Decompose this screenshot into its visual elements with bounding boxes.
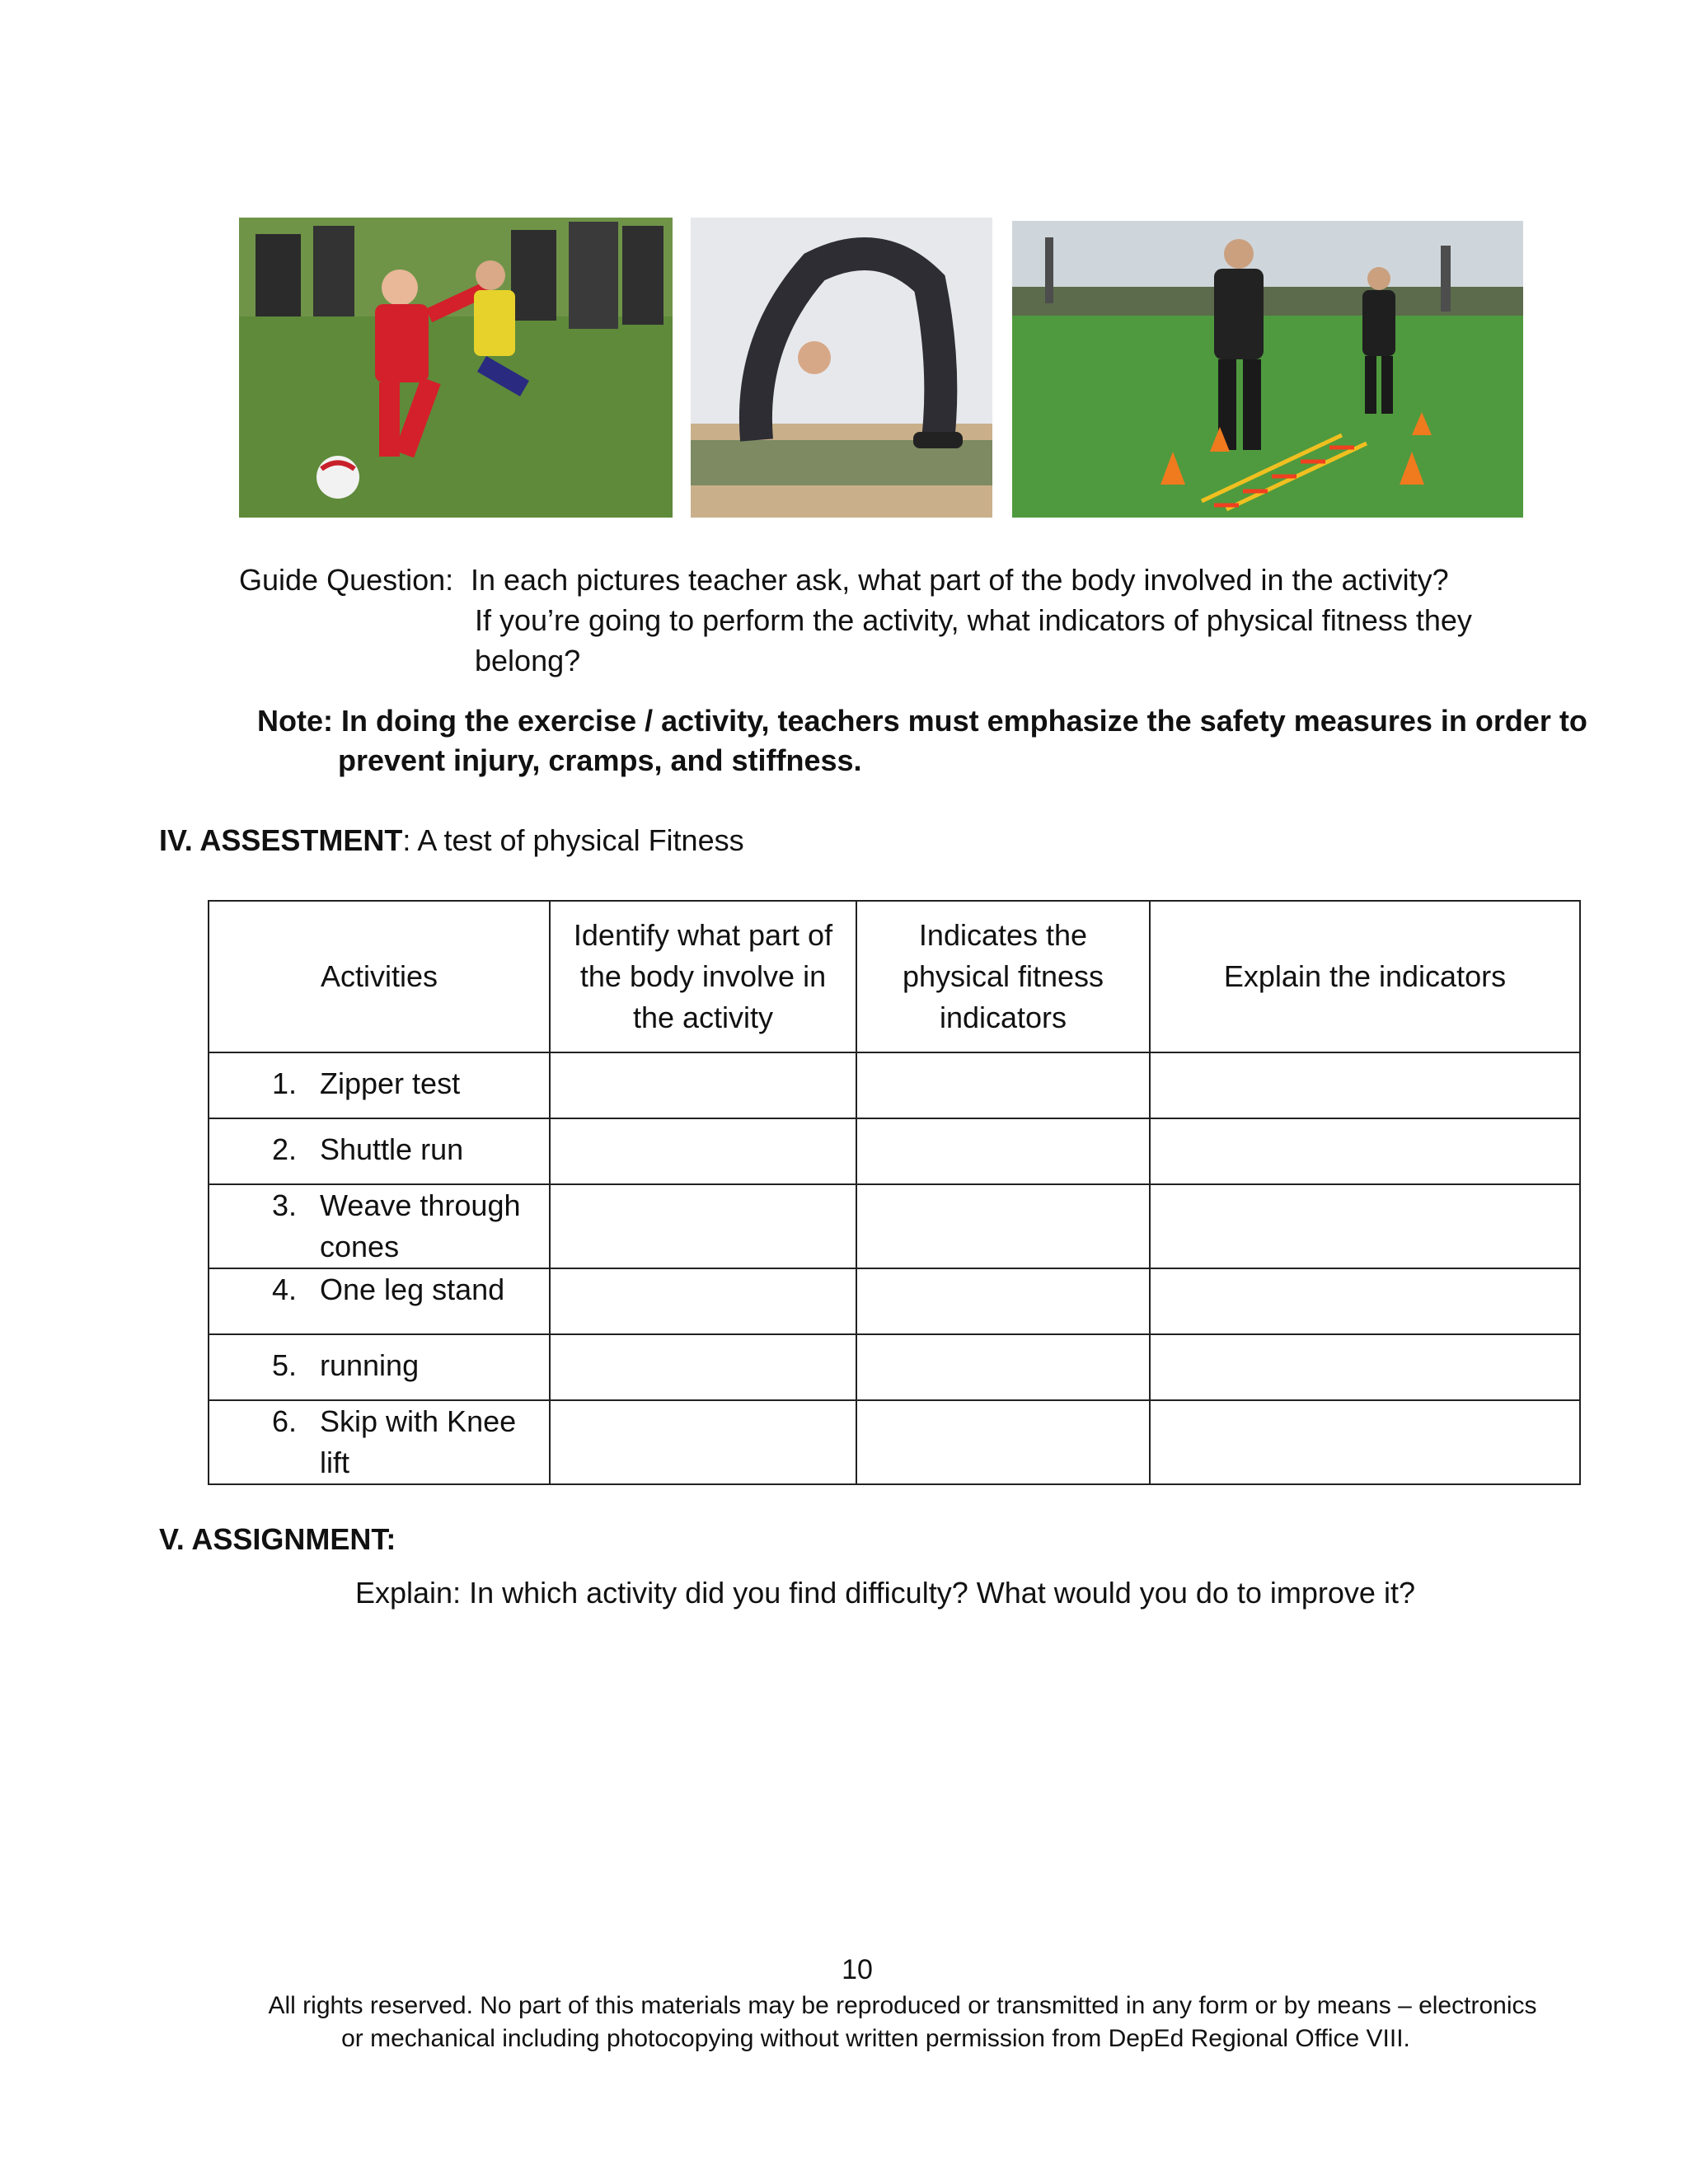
body-part-cell[interactable]: [550, 1268, 856, 1334]
activity-cell: [209, 1268, 550, 1334]
table-row: [209, 1118, 1580, 1184]
explain-cell[interactable]: [1150, 1184, 1580, 1268]
activity-cell: [209, 1118, 550, 1184]
table-row: [209, 1400, 1580, 1484]
indicator-cell[interactable]: [856, 1052, 1150, 1118]
footer-copyright-line2: or mechanical including photocopying without written permission from DepEd Regional Office VIII.: [341, 2025, 1410, 2052]
explain-cell[interactable]: [1150, 1118, 1580, 1184]
item-number: 1.: [272, 1066, 298, 1100]
table-row: [209, 1268, 1580, 1334]
table-row: [209, 1184, 1580, 1268]
header-activities: Activities: [209, 901, 550, 1052]
item-number: 3.: [272, 1188, 298, 1222]
explain-cell[interactable]: [1150, 1052, 1580, 1118]
agility-ladder-training-photo: [1012, 221, 1523, 518]
activity-cell: [209, 1052, 550, 1118]
body-part-cell[interactable]: [550, 1118, 856, 1184]
table-row: [209, 1052, 1580, 1118]
header-indicators: Indicates the physical fitness indicators: [856, 901, 1150, 1052]
item-text: Skip with Knee lift: [320, 1404, 517, 1479]
body-part-cell[interactable]: [550, 1184, 856, 1268]
safety-note-line1: Note: In doing the exercise / activity, teachers must emphasize the safety measures in order to: [257, 704, 1587, 738]
header-explain: Explain the indicators: [1150, 901, 1580, 1052]
table-row: [209, 1334, 1580, 1400]
table-header-row: [209, 901, 1580, 1052]
indicator-cell[interactable]: [856, 1268, 1150, 1334]
assessment-table: [208, 900, 1581, 1485]
assessment-heading-subtitle: : A test of physical Fitness: [402, 823, 744, 857]
footer-copyright-line1: All rights reserved. No part of this materials may be reproduced or transmitted in any form or by means – electronics: [268, 1992, 1537, 2019]
guide-question-line1: In each pictures teacher ask, what part of the body involved in the activity?: [471, 563, 1449, 597]
explain-cell[interactable]: [1150, 1400, 1580, 1484]
item-number: 6.: [272, 1404, 298, 1438]
guide-question-label: Guide Question:: [239, 563, 454, 597]
body-part-cell[interactable]: [550, 1334, 856, 1400]
indicator-cell[interactable]: [856, 1400, 1150, 1484]
assessment-heading: [159, 820, 744, 860]
activity-cell: [209, 1334, 550, 1400]
guide-question-line2: If you’re going to perform the activity, what indicators of physical fitness they: [475, 603, 1472, 637]
item-text: running: [320, 1348, 420, 1382]
guide-question-line3: belong?: [475, 644, 581, 677]
indicator-cell[interactable]: [856, 1118, 1150, 1184]
assessment-heading-title: IV. ASSESTMENT: [159, 823, 403, 857]
backbend-yoga-photo: [691, 218, 992, 518]
explain-cell[interactable]: [1150, 1334, 1580, 1400]
activity-cell: [209, 1184, 550, 1268]
page-number: 10: [842, 1954, 873, 1985]
soccer-players-photo: [239, 218, 673, 518]
safety-note-line2: prevent injury, cramps, and stiffness.: [338, 743, 862, 777]
assignment-text: Explain: In which activity did you find difficulty? What would you do to improve it?: [355, 1576, 1415, 1610]
header-body-part: Identify what part of the body involve in the activity: [550, 901, 856, 1052]
item-number: 4.: [272, 1272, 298, 1306]
body-part-cell[interactable]: [550, 1052, 856, 1118]
item-text: Weave through cones: [320, 1188, 521, 1263]
body-part-cell[interactable]: [550, 1400, 856, 1484]
activity-cell: [209, 1400, 550, 1484]
item-text: Shuttle run: [320, 1132, 464, 1166]
indicator-cell[interactable]: [856, 1184, 1150, 1268]
explain-cell[interactable]: [1150, 1268, 1580, 1334]
item-number: 5.: [272, 1348, 298, 1382]
indicator-cell[interactable]: [856, 1334, 1150, 1400]
item-number: 2.: [272, 1132, 298, 1166]
item-text: Zipper test: [320, 1066, 461, 1100]
item-text: One leg stand: [320, 1272, 505, 1306]
assignment-heading: V. ASSIGNMENT:: [159, 1522, 396, 1556]
